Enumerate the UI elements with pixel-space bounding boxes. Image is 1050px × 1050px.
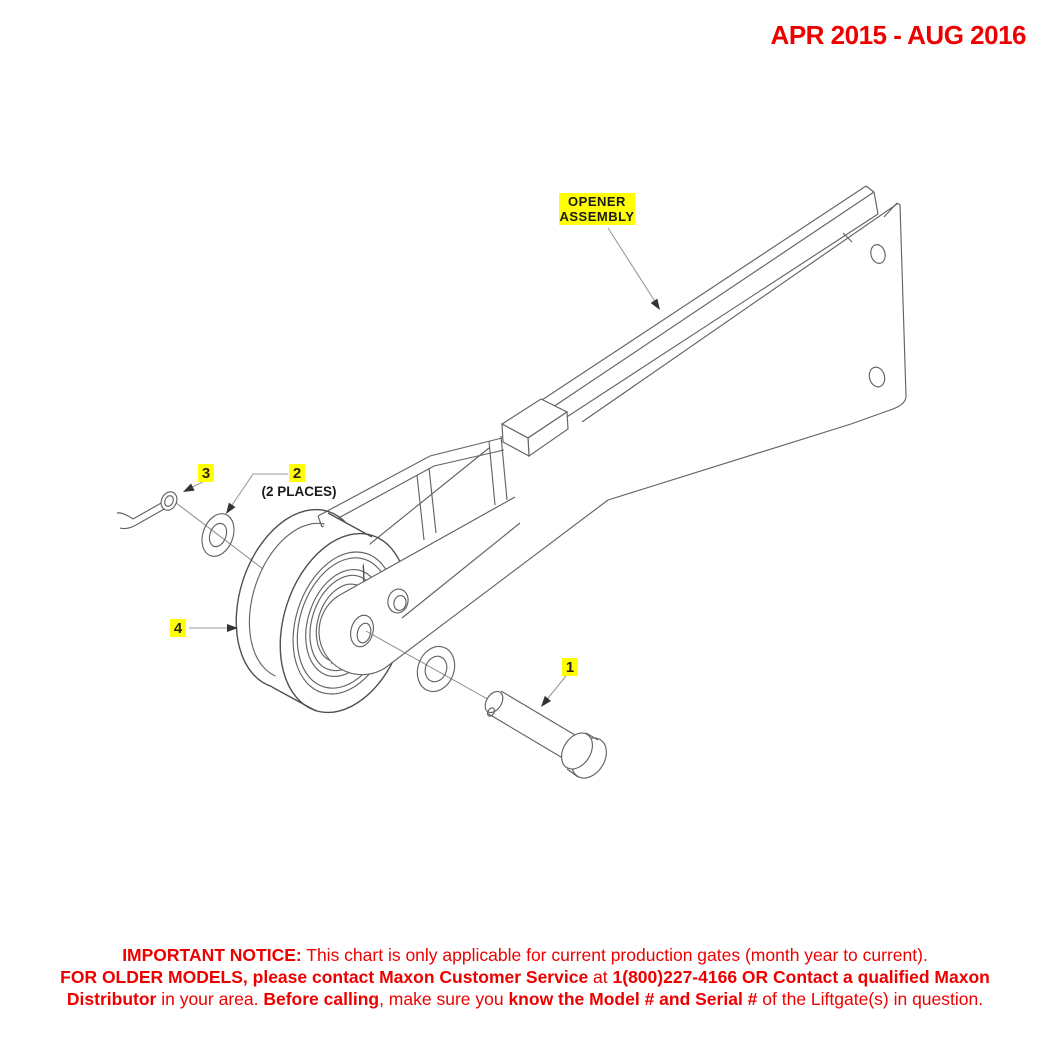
- plate-hole-upper: [869, 243, 887, 265]
- assembly-label: [559, 193, 635, 225]
- opener-arm-beam: [505, 186, 897, 447]
- assembly-centerline: [171, 499, 263, 569]
- cotter-pin: [117, 489, 180, 528]
- notice-line-2: FOR OLDER MODELS, please contact Maxon Customer Service at 1(800)227-4166 OR Contact a qualified Maxon: [60, 967, 990, 987]
- notice-line-1: IMPORTANT NOTICE: This chart is only applicable for current production gates (month year to current).: [122, 945, 928, 965]
- clevis-link: [319, 497, 608, 675]
- callout-4-number: 4: [173, 620, 183, 637]
- callout-1: [562, 658, 578, 676]
- callout-2-number: 2: [292, 465, 302, 482]
- leader-arrow-3: [181, 483, 194, 495]
- assembly-label-line2: ASSEMBLY: [559, 209, 635, 224]
- callout-1-number: 1: [565, 659, 575, 676]
- callout-2: [261, 464, 336, 499]
- callout-3-number: 3: [201, 465, 211, 482]
- date-range-title: APR 2015 - AUG 2016: [770, 20, 1026, 50]
- mounting-plate: [608, 203, 906, 500]
- leader-arrow-1: [538, 696, 551, 710]
- assembly-label-line1: OPENER: [568, 194, 626, 209]
- callout-4: [170, 619, 186, 637]
- plate-hole-lower: [867, 365, 887, 388]
- notice-line-3: Distributor in your area. Before calling, make sure you know the Model # and Serial # of the Liftgate(s) in question.: [66, 989, 984, 1009]
- important-notice: [0, 944, 1050, 1010]
- leader-arrow-assembly: [651, 299, 664, 313]
- washer-right: [411, 641, 461, 697]
- callout-3: [198, 464, 214, 482]
- spacer-block: [502, 399, 568, 456]
- callout-2-note: (2 PLACES): [261, 484, 337, 499]
